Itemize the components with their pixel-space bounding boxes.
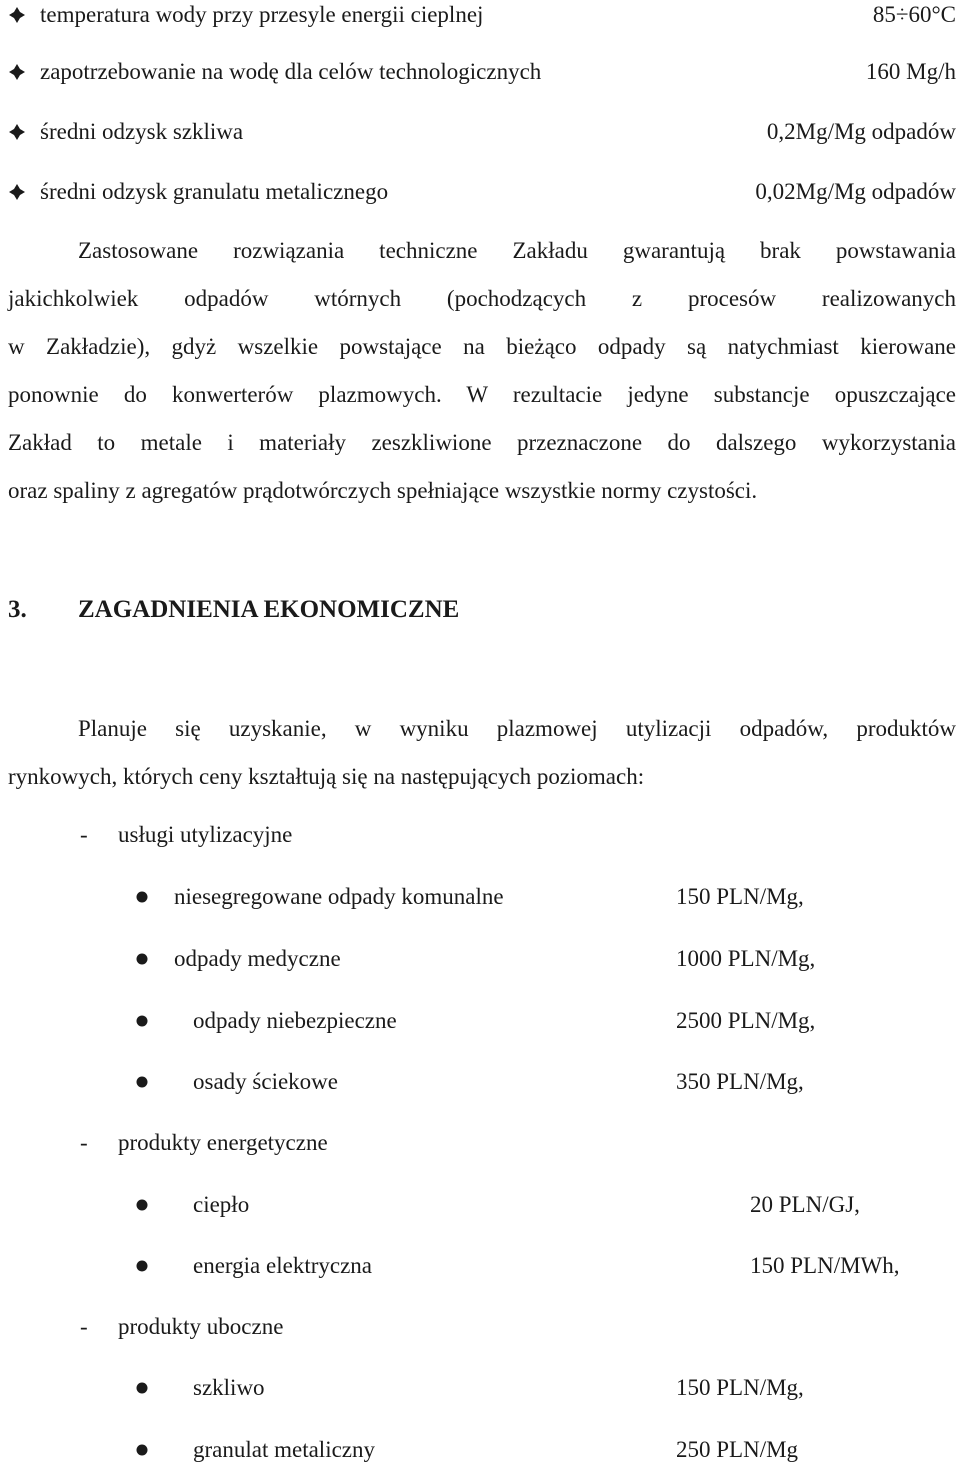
spec-label: temperatura wody przy przesyle energii cieplnej — [40, 2, 484, 27]
round-bullet-icon — [136, 1382, 148, 1394]
price-row — [136, 943, 956, 975]
price-label: energia elektryczna — [193, 1253, 372, 1278]
spec-value: 0,2Mg/Mg odpadów — [766, 119, 956, 144]
spec-label: średni odzysk szkliwa — [40, 119, 244, 144]
price-value: 350 PLN/Mg, — [676, 1069, 804, 1094]
paragraph-technical — [8, 227, 956, 515]
paragraph-line: Planuje się uzyskanie, w wyniku plazmowej utylizacji odpadów, produktów — [78, 716, 956, 741]
group-label-byproducts — [80, 1311, 283, 1343]
paragraph-line: oraz spaliny z agregatów prądotwórczych spełniające wszystkie normy czystości. — [8, 478, 758, 503]
price-label: odpady medyczne — [174, 946, 341, 971]
spec-row — [8, 0, 956, 30]
paragraph-line: Zastosowane rozwiązania techniczne Zakładu gwarantują brak powstawania — [78, 238, 956, 263]
spec-row — [8, 177, 956, 207]
dash-marker: - — [80, 822, 88, 847]
section-title: ZAGADNIENIA EKONOMICZNE — [78, 596, 460, 623]
price-value: 150 PLN/Mg, — [676, 1375, 804, 1400]
price-row — [136, 881, 956, 913]
price-row — [136, 1434, 956, 1466]
price-row — [136, 1066, 956, 1098]
price-value: 250 PLN/Mg — [676, 1437, 799, 1462]
paragraph-line: rynkowych, których ceny kształtują się na następujących poziomach: — [8, 764, 645, 789]
group-label-energy — [80, 1127, 328, 1159]
price-row — [136, 1189, 956, 1221]
diamond-bullet-icon — [8, 123, 26, 141]
price-row — [136, 1005, 956, 1037]
group-title: usługi utylizacyjne — [118, 822, 293, 847]
spec-value: 160 Mg/h — [865, 59, 956, 84]
section-number: 3. — [8, 596, 27, 623]
round-bullet-icon — [136, 1076, 148, 1088]
round-bullet-icon — [136, 1260, 148, 1272]
diamond-bullet-icon — [8, 63, 26, 81]
paragraph-line: jakichkolwiek odpadów wtórnych (pochodzących z procesów realizowanych — [8, 286, 956, 311]
spec-value: 0,02Mg/Mg odpadów — [755, 179, 956, 204]
round-bullet-icon — [136, 953, 148, 965]
price-label: ciepło — [193, 1192, 250, 1217]
paragraph-economic — [8, 705, 956, 801]
group-label-services — [80, 819, 292, 851]
dash-marker: - — [80, 1314, 88, 1339]
paragraph-line: Zakład to metale i materiały zeszkliwione przeznaczone do dalszego wykorzystania — [8, 430, 956, 455]
price-value: 2500 PLN/Mg, — [676, 1008, 816, 1033]
price-label: szkliwo — [193, 1375, 265, 1400]
group-title: produkty energetyczne — [118, 1130, 328, 1155]
round-bullet-icon — [136, 1015, 148, 1027]
round-bullet-icon — [136, 891, 148, 903]
paragraph-line: w Zakładzie), gdyż wszelkie powstające na bieżąco odpady są natychmiast kierowane — [8, 334, 956, 359]
price-label: odpady niebezpieczne — [193, 1008, 397, 1033]
spec-label: średni odzysk granulatu metalicznego — [40, 179, 389, 204]
paragraph-line: ponownie do konwerterów plazmowych. W rezultacie jedyne substancje opuszczające — [8, 382, 956, 407]
spec-value: 85÷60°C — [872, 2, 956, 27]
spec-row — [8, 57, 956, 87]
price-value: 20 PLN/GJ, — [750, 1192, 860, 1217]
group-title: produkty uboczne — [118, 1314, 284, 1339]
price-value: 150 PLN/Mg, — [676, 884, 804, 909]
spec-label: zapotrzebowanie na wodę dla celów technologicznych — [40, 59, 542, 84]
price-value: 1000 PLN/Mg, — [676, 946, 816, 971]
price-value: 150 PLN/MWh, — [750, 1253, 900, 1278]
price-label: osady ściekowe — [193, 1069, 338, 1094]
price-label: granulat metaliczny — [193, 1437, 376, 1462]
round-bullet-icon — [136, 1199, 148, 1211]
round-bullet-icon — [136, 1444, 148, 1456]
price-label: niesegregowane odpady komunalne — [174, 884, 504, 909]
price-row — [136, 1372, 956, 1404]
price-row — [136, 1250, 956, 1282]
spec-row — [8, 117, 956, 147]
diamond-bullet-icon — [8, 6, 26, 24]
section-heading — [8, 590, 459, 630]
dash-marker: - — [80, 1130, 88, 1155]
diamond-bullet-icon — [8, 183, 26, 201]
